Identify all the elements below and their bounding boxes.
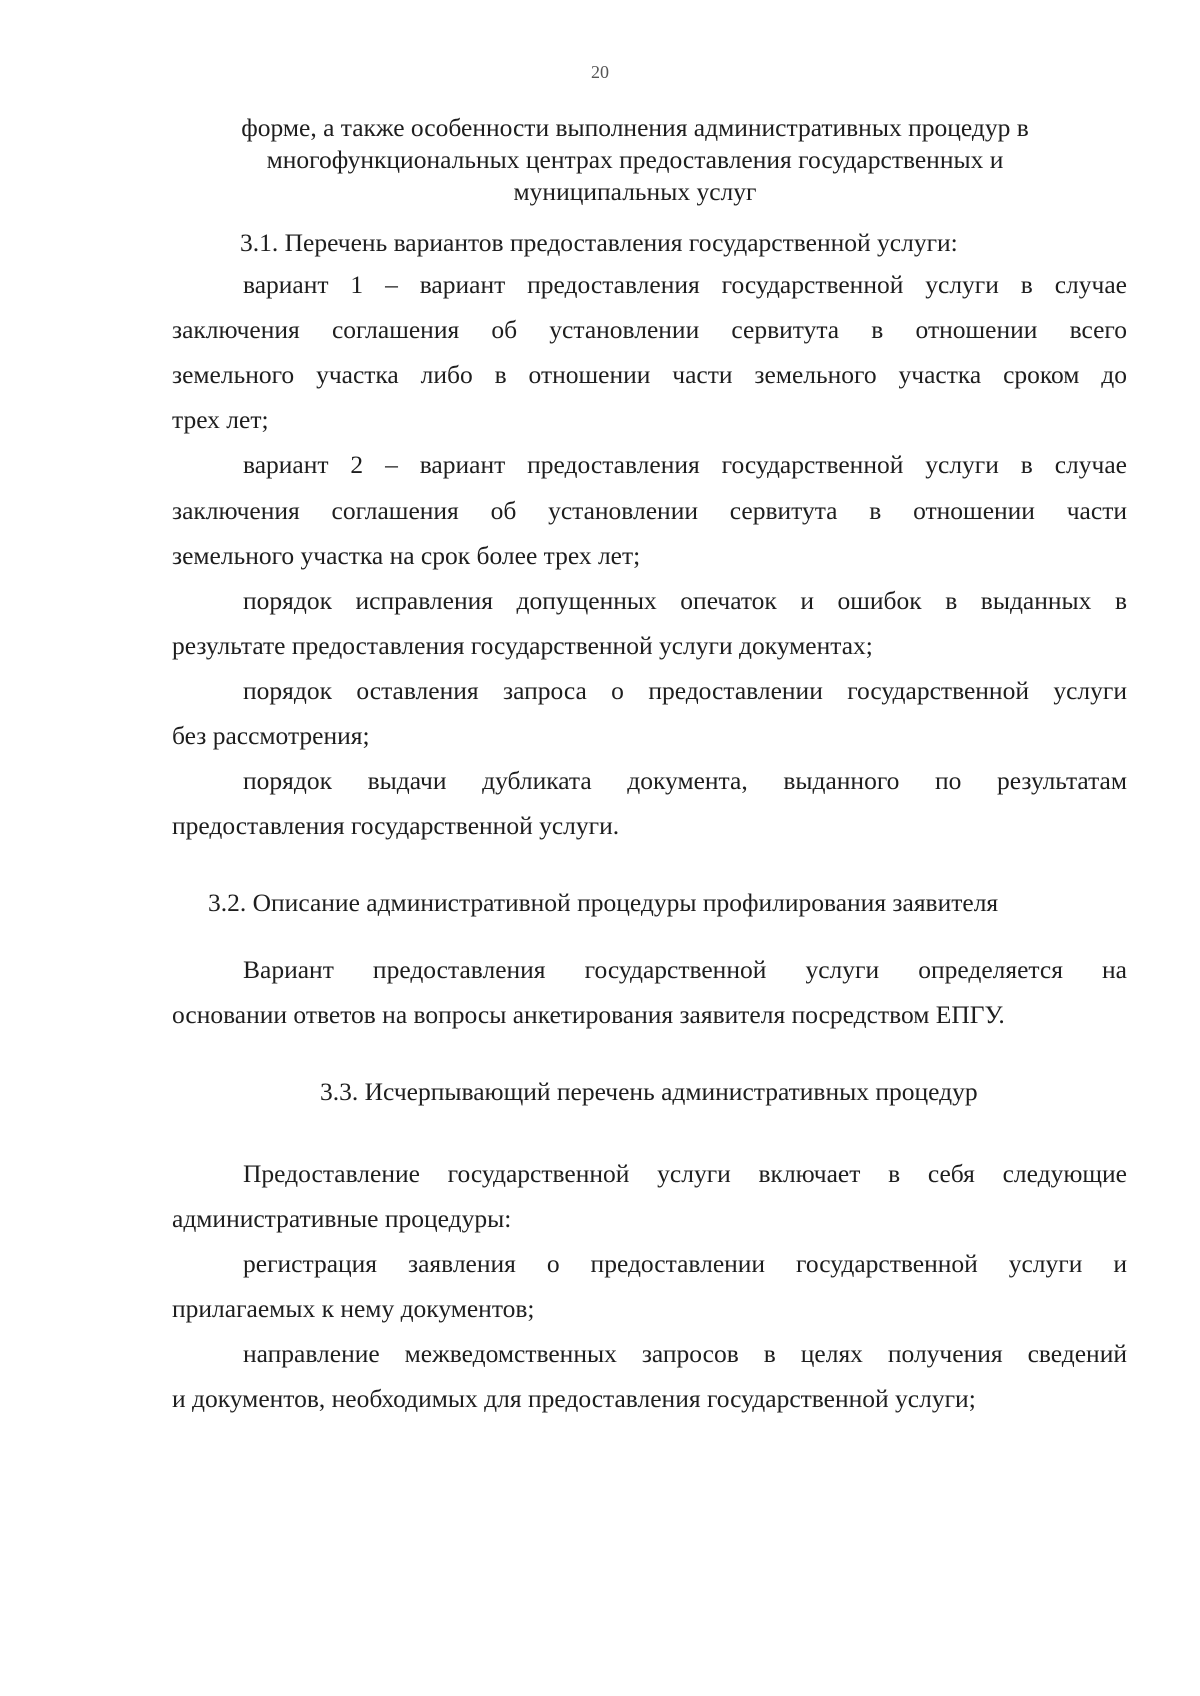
profiling-paragraph-line: основании ответов на вопросы анкетирования заявителя посредством ЕПГУ. bbox=[172, 1000, 1005, 1029]
heading-line: многофункциональных центрах предоставления государственных и bbox=[266, 145, 1004, 174]
variant-1-line: трех лет; bbox=[172, 405, 269, 434]
no-review-item-line: без рассмотрения; bbox=[172, 721, 370, 750]
heading-line: муниципальных услуг bbox=[513, 177, 757, 206]
procedure-item-line: и документов, необходимых для предоставления государственной услуги; bbox=[172, 1384, 976, 1413]
procedure-item-line: регистрация заявления о предоставлении государственной услуги и bbox=[243, 1249, 1127, 1278]
no-review-item-line: порядок оставления запроса о предоставлении государственной услуги bbox=[243, 676, 1127, 705]
corrections-item-line: порядок исправления допущенных опечаток и ошибок в выданных в bbox=[243, 586, 1127, 615]
duplicate-item-line: предоставления государственной услуги. bbox=[172, 811, 620, 840]
variant-1-line: вариант 1 – вариант предоставления государственной услуги в случае bbox=[243, 270, 1127, 299]
procedure-item-line: прилагаемых к нему документов; bbox=[172, 1294, 535, 1323]
section-3-1-title: 3.1. Перечень вариантов предоставления государственной услуги: bbox=[240, 228, 958, 257]
procedures-intro-line: административные процедуры: bbox=[172, 1204, 512, 1233]
page-number: 20 bbox=[591, 62, 609, 82]
profiling-paragraph-line: Вариант предоставления государственной услуги определяется на bbox=[243, 955, 1127, 984]
corrections-item-line: результате предоставления государственной услуги документах; bbox=[172, 631, 873, 660]
duplicate-item-line: порядок выдачи дубликата документа, выданного по результатам bbox=[243, 766, 1127, 795]
section-heading bbox=[170, 112, 1100, 208]
variant-2-line: заключения соглашения об установлении сервитута в отношении части bbox=[172, 496, 1127, 525]
variant-1-line: заключения соглашения об установлении сервитута в отношении всего bbox=[172, 315, 1127, 344]
variant-2-line: земельного участка на срок более трех лет; bbox=[172, 541, 641, 570]
variant-1-line: земельного участка либо в отношении части земельного участка сроком до bbox=[172, 360, 1127, 389]
variant-2-line: вариант 2 – вариант предоставления государственной услуги в случае bbox=[243, 450, 1127, 479]
section-3-3-title: 3.3. Исчерпывающий перечень административных процедур bbox=[320, 1077, 978, 1106]
procedures-intro-line: Предоставление государственной услуги включает в себя следующие bbox=[243, 1159, 1127, 1188]
heading-line: форме, а также особенности выполнения административных процедур в bbox=[241, 113, 1029, 142]
procedure-item-line: направление межведомственных запросов в целях получения сведений bbox=[243, 1339, 1127, 1368]
section-3-2-title: 3.2. Описание административной процедуры профилирования заявителя bbox=[208, 888, 999, 917]
